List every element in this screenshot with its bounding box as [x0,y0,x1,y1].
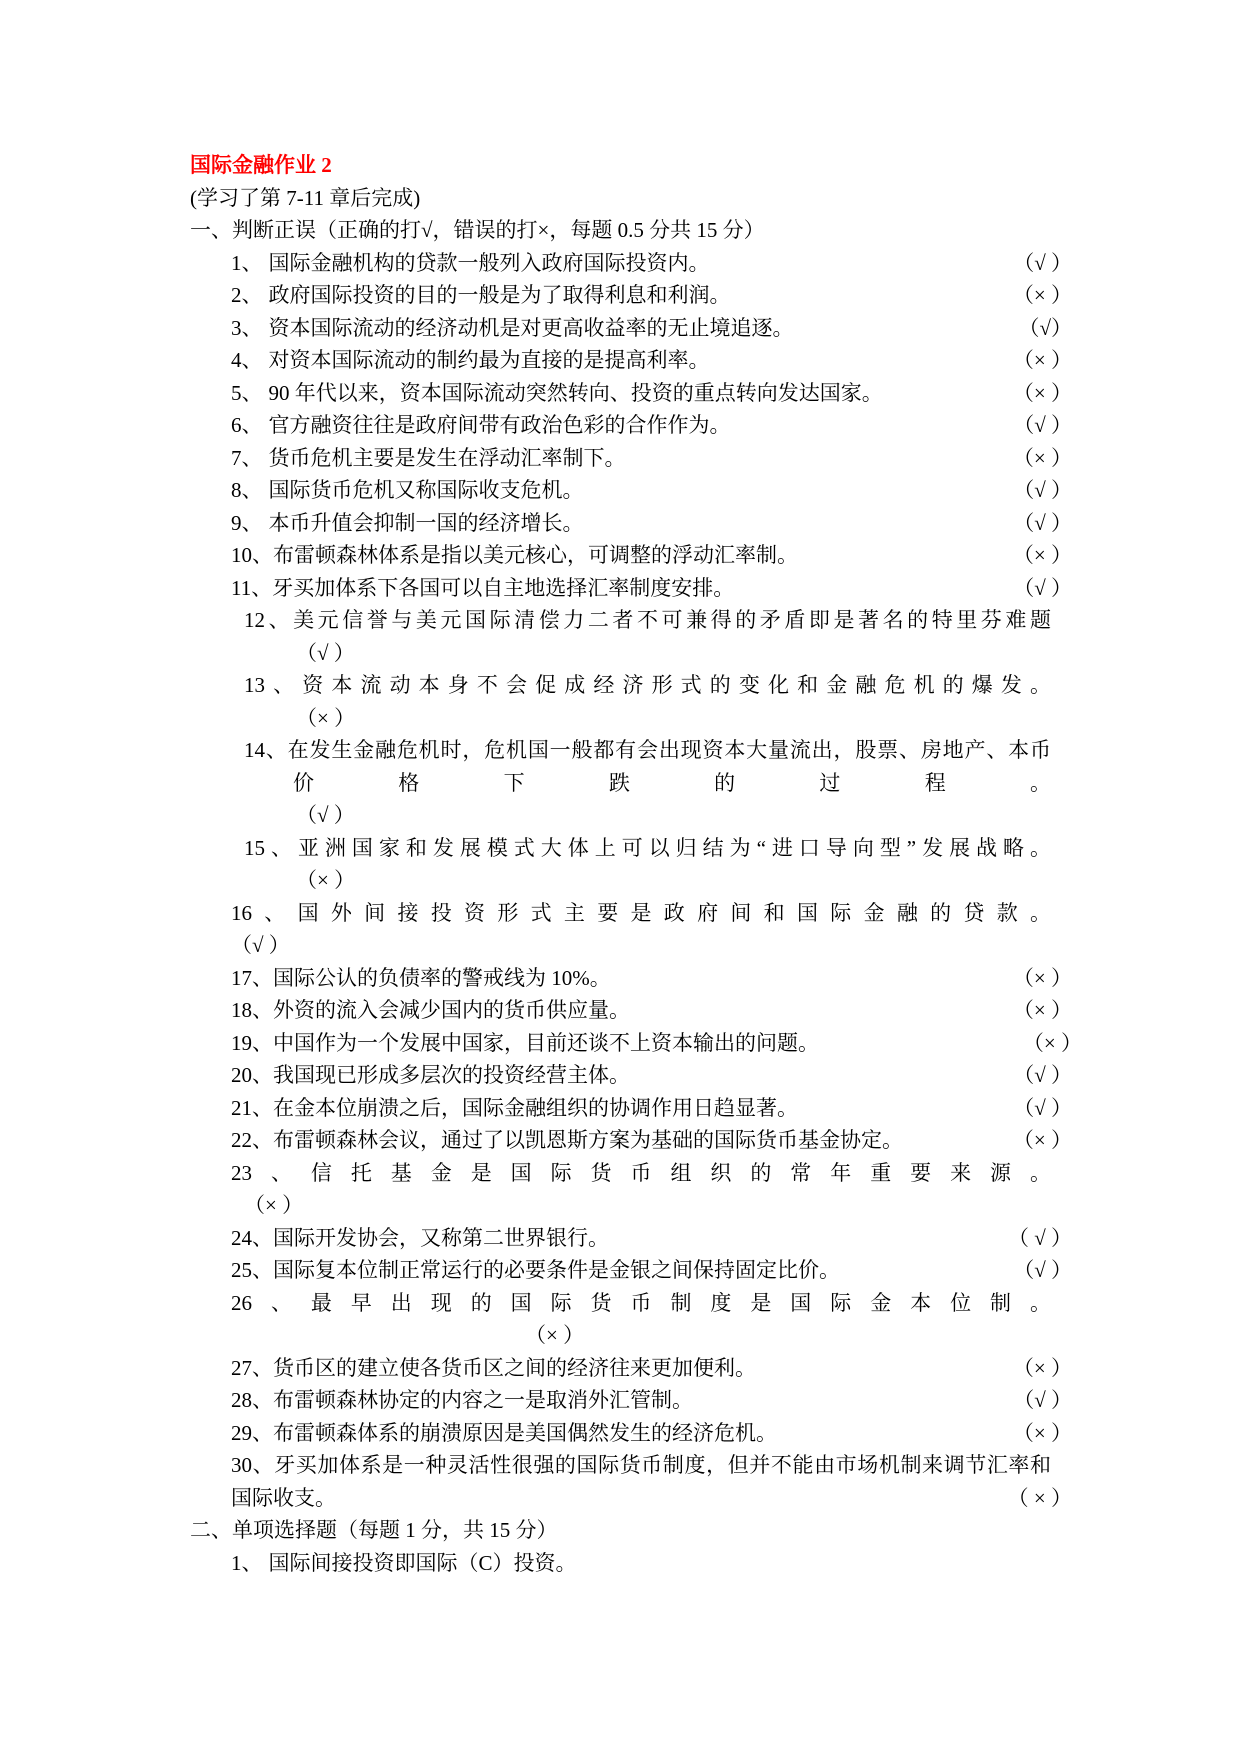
question-text: 信托基金是国际货币组织的常年重要来源。 [310,1160,1052,1185]
question-text: 本币升值会抑制一国的经济增长。 [268,510,584,535]
question-number: 20、 [231,1063,273,1087]
question-answer: （× ） [1012,1355,1072,1380]
question-answer: （× ） [1012,1128,1072,1152]
question-item-27 [190,1352,1072,1385]
question-text: 牙买加体系是一种灵活性很强的国际货币制度，但并不能由市场机制来调节汇率和 [274,1453,1052,1477]
question-answer: （× ） [1022,1030,1082,1055]
question-number: 29、 [231,1420,273,1445]
question-text: 资本国际流动的经济动机是对更高收益率的无止境追逐。 [268,315,794,340]
question-item-23 [190,1157,1072,1190]
question-number: 1、 [231,1550,263,1575]
question-number: 28、 [231,1388,273,1412]
question-answer: （√） [1018,315,1072,340]
section-1-heading: 一、判断正误（正确的打√，错误的打×，每题 0.5 分共 15 分） [190,218,765,242]
question-text: 布雷顿森林会议，通过了以凯恩斯方案为基础的国际货币基金协定。 [273,1128,903,1152]
question-item-9 [190,507,1072,540]
question-text: 国际开发协会，又称第二世界银行。 [273,1225,609,1250]
question-item-1 [190,247,1072,280]
question-item-14 [190,734,1072,767]
question-item-15 [190,832,1072,865]
question-answer: （× ） [1012,348,1072,372]
question-item-24 [190,1222,1072,1255]
question-number: 6、 [231,413,263,437]
question-number: 19、 [231,1030,273,1055]
question-number: 15、 [244,835,298,860]
question-answer: （× ） [1012,445,1072,470]
question-item-28 [190,1384,1072,1417]
document-subtitle: (学习了第 7-11 章后完成) [190,185,421,210]
question-answer: （√ ） [296,640,355,665]
question-number: 1、 [231,250,263,275]
question-item-6 [190,409,1072,442]
question-text: 90 年代以来，资本国际流动突然转向、投资的重点转向发达国家。 [268,380,883,405]
question-item-25 [190,1254,1072,1287]
question-item-15-answer-line [190,864,1072,897]
question-item-22 [190,1124,1072,1157]
question-item-21 [190,1092,1072,1125]
question-number: 11、 [231,575,273,600]
question-number: 12、 [244,608,294,632]
question-number: 9、 [231,510,263,535]
question-text: 官方融资往往是政府间带有政治色彩的合作作为。 [268,413,731,437]
question-answer: （× ） [1012,965,1072,990]
question-item-13 [190,669,1072,702]
question-answer: （× ） [525,1323,585,1347]
question-number: 16、 [231,900,298,925]
question-item-17 [190,962,1072,995]
question-number: 14、 [244,738,288,762]
question-answer: （√ ） [296,803,355,827]
question-item-18 [190,994,1072,1027]
question-answer: （× ） [296,868,356,892]
question-text: 在金本位崩溃之后，国际金融组织的协调作用日趋显著。 [273,1095,798,1120]
question-text: 货币区的建立使各货币区之间的经济往来更加便利。 [273,1355,756,1380]
question-item-19 [190,1027,1082,1060]
choice-item-1 [190,1547,1072,1580]
question-answer: （× ） [1012,380,1072,405]
question-text: 外资的流入会减少国内的货币供应量。 [273,998,630,1022]
question-number: 24、 [231,1225,273,1250]
document-title: 国际金融作业 2 [190,153,332,177]
question-answer: （× ） [244,1193,304,1217]
question-number: 7、 [231,445,263,470]
question-item-16-answer-line [190,929,1072,962]
question-text: 对资本国际流动的制约最为直接的是提高利率。 [268,348,710,372]
question-answer: （√ ） [1013,1063,1072,1087]
question-text: 布雷顿森林协定的内容之一是取消外汇管制。 [273,1388,693,1412]
question-number: 30、 [231,1453,275,1477]
question-item-10 [190,539,1072,572]
question-number: 2、 [231,283,263,307]
question-text-continuation: 国际收支。 [231,1485,336,1510]
question-item-26 [190,1287,1072,1320]
question-text: 在发生金融危机时，危机国一般都有会出现资本大量流出，股票、房地产、本币 [287,738,1052,762]
question-item-11 [190,572,1072,605]
question-item-2 [190,279,1072,312]
question-item-5 [190,377,1072,410]
question-answer: （ × ） [1007,1485,1072,1510]
question-number: 22、 [231,1128,273,1152]
question-answer: （√ ） [1013,413,1072,437]
question-number: 4、 [231,348,263,372]
question-text: 政府国际投资的目的一般是为了取得利息和利润。 [268,283,731,307]
question-item-12 [190,604,1072,637]
question-number: 26、 [231,1290,311,1315]
question-text: 货币危机主要是发生在浮动汇率制下。 [268,445,626,470]
question-text: 最早出现的国际货币制度是国际金本位制。 [310,1290,1052,1315]
question-item-16 [190,897,1072,930]
question-number: 17、 [231,965,273,990]
question-answer: （× ） [1012,283,1072,307]
question-item-14-answer-line [190,799,1072,832]
question-number: 21、 [231,1095,273,1120]
question-answer: （√ ） [1013,1095,1072,1120]
question-text: 布雷顿森林体系是指以美元核心，可调整的浮动汇率制。 [273,543,798,567]
question-item-30 [190,1449,1072,1482]
question-text: 国外间接投资形式主要是政府间和国际金融的贷款。 [297,900,1052,925]
question-answer: （√ ） [1013,575,1072,600]
question-text: 中国作为一个发展中国家，目前还谈不上资本输出的问题。 [273,1030,819,1055]
question-item-23-answer-line [190,1189,1072,1222]
question-number: 3、 [231,315,263,340]
question-text: 牙买加体系下各国可以自主地选择汇率制度安排。 [272,575,735,600]
question-answer: （ √ ） [1007,1225,1072,1250]
question-item-30-continuation [190,1482,1072,1515]
question-text: 国际间接投资即国际（C）投资。 [268,1550,577,1575]
question-item-12-answer-line [190,637,1072,670]
question-number: 23、 [231,1160,311,1185]
question-text: 美元信誉与美元国际清偿力二者不可兼得的矛盾即是著名的特里芬难题 [293,608,1051,632]
question-answer: （√ ） [1013,250,1072,275]
question-text-continuation: 价格下跌的过程。 [293,770,1051,795]
question-answer: （√ ） [1013,1258,1072,1282]
question-text: 资本流动本身不会促成经济形式的变化和金融危机的爆发。 [302,673,1052,697]
question-item-29 [190,1417,1072,1450]
question-answer: （× ） [1012,543,1072,567]
question-text: 亚洲国家和发展模式大体上可以归结为“进口导向型”发展战略。 [297,835,1052,860]
question-number: 25、 [231,1258,273,1282]
question-answer: （√ ） [1013,1388,1072,1412]
question-number: 8、 [231,478,263,502]
question-text: 国际货币危机又称国际收支危机。 [268,478,584,502]
question-number: 27、 [231,1355,273,1380]
question-answer: （× ） [1012,998,1072,1022]
document-page [190,149,1082,1579]
question-answer: （√ ） [1013,478,1072,502]
question-item-13-answer-line [190,702,1072,735]
question-item-3 [190,312,1072,345]
question-number: 5、 [231,380,263,405]
question-answer: （× ） [1012,1420,1072,1445]
section-2-heading: 二、单项选择题（每题 1 分，共 15 分） [190,1518,558,1542]
question-text: 国际公认的负债率的警戒线为 10%。 [273,965,611,990]
question-number: 18、 [231,998,273,1022]
question-text: 国际复本位制正常运行的必要条件是金银之间保持固定比价。 [273,1258,840,1282]
question-text: 布雷顿森体系的崩溃原因是美国偶然发生的经济危机。 [273,1420,777,1445]
question-item-4 [190,344,1072,377]
question-item-7 [190,442,1072,475]
question-text: 国际金融机构的贷款一般列入政府国际投资内。 [268,250,710,275]
question-answer: （√ ） [1013,510,1072,535]
question-number: 13、 [244,673,303,697]
question-number: 10、 [231,543,273,567]
question-answer: （√ ） [231,933,290,957]
question-item-20 [190,1059,1072,1092]
question-answer: （× ） [296,705,356,730]
question-item-26-answer-line [190,1319,1072,1352]
question-item-8 [190,474,1072,507]
question-text: 我国现已形成多层次的投资经营主体。 [273,1063,630,1087]
question-item-14-continuation [190,767,1072,800]
